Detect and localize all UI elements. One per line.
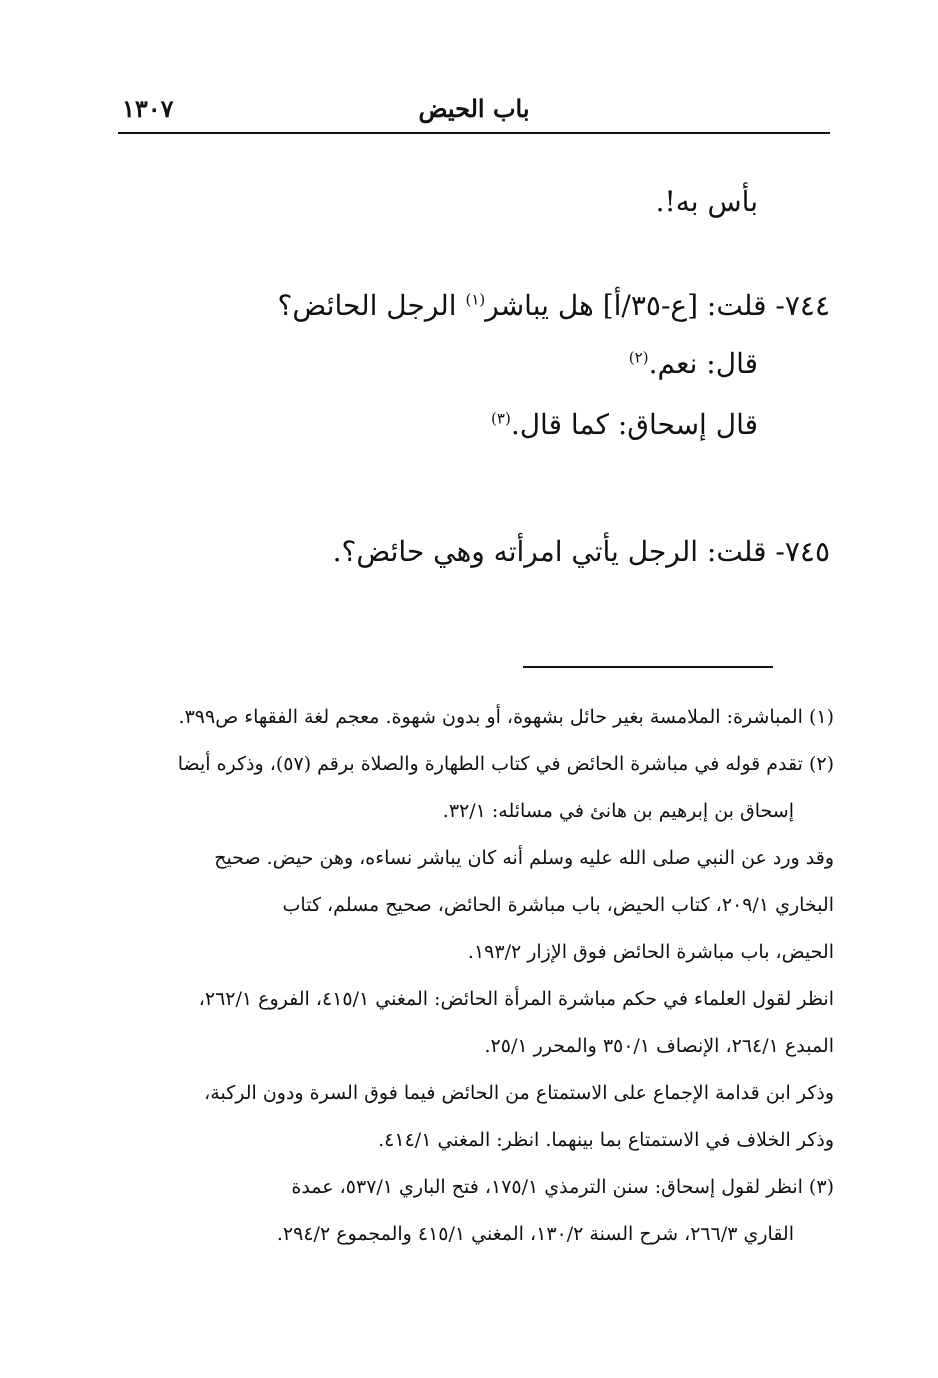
answer-744 bbox=[108, 344, 758, 384]
footnote-line: الحيض، باب مباشرة الحائض فوق الإزار ١٩٣/٢. bbox=[467, 941, 834, 963]
footnote-line: (٣) انظر لقول إسحاق: سنن الترمذي ١٧٥/١، فتح الباري ٥٣٧/١، عمدة bbox=[291, 1176, 834, 1198]
footnote-line: (١) المباشرة: الملامسة بغير حائل بشهوة، أو بدون شهوة. معجم لغة الفقهاء ص٣٩٩. bbox=[178, 706, 834, 728]
question-745: ٧٤٥- قلت: الرجل يأتي امرأته وهي حائض؟. bbox=[332, 535, 830, 568]
footnote-line: (٢) تقدم قوله في مباشرة الحائض في كتاب الطهارة والصلاة برقم (٥٧)، وذكره أيضا bbox=[177, 753, 834, 775]
question-744-end: الرجل الحائض؟ bbox=[277, 289, 466, 322]
footnote-line: إسحاق بن إبرهيم بن هانئ في مسائله: ٣٢/١. bbox=[442, 800, 794, 822]
ishaq-744-text: قال إسحاق: كما قال. bbox=[510, 408, 758, 441]
continuation-text: بأس به!. bbox=[655, 185, 758, 218]
page-header bbox=[118, 92, 830, 134]
footnote-line: البخاري ٢٠٩/١، كتاب الحيض، باب مباشرة الحائض، صحيح مسلم، كتاب bbox=[282, 894, 834, 916]
footnote-line: وذكر الخلاف في الاستمتاع بما بينهما. انظر: المغني ٤١٤/١. bbox=[378, 1129, 834, 1151]
footnote-ref-2: (٢) bbox=[628, 348, 649, 367]
answer-744-text: قال: نعم. bbox=[648, 347, 758, 380]
chapter-title: باب الحيض bbox=[418, 94, 530, 123]
footnote-ref-3: (٣) bbox=[491, 409, 511, 428]
footnote-separator bbox=[523, 666, 773, 668]
ishaq-744 bbox=[108, 405, 758, 445]
footnote-line: انظر لقول العلماء في حكم مباشرة المرأة الحائض: المغني ٤١٥/١، الفروع ٢٦٢/١، bbox=[198, 988, 834, 1010]
question-744-text: ٧٤٤- قلت: [ع-٣٥/أ] هل يباشر bbox=[485, 289, 830, 322]
page-number: ١٣٠٧ bbox=[122, 94, 174, 123]
footnote-1 bbox=[120, 694, 834, 741]
footnote-line: القاري ٢٦٦/٣، شرح السنة ١٣٠/٢، المغني ٤١٥/١ والمجموع ٢٩٤/٢. bbox=[276, 1223, 794, 1245]
question-744 bbox=[180, 286, 830, 326]
footnote-line: وذكر ابن قدامة الإجماع على الاستمتاع من الحائض فيما فوق السرة ودون الركبة، bbox=[204, 1082, 834, 1104]
footnote-3 bbox=[120, 1164, 834, 1258]
footnote-2 bbox=[120, 741, 834, 1164]
footnote-ref-1: (١) bbox=[465, 290, 486, 309]
footnote-line: المبدع ٢٦٤/١، الإنصاف ٣٥٠/١ والمحرر ٢٥/١. bbox=[484, 1035, 834, 1057]
footnote-line: وقد ورد عن النبي صلى الله عليه وسلم أنه كان يباشر نساءه، وهن حيض. صحيح bbox=[214, 847, 834, 869]
